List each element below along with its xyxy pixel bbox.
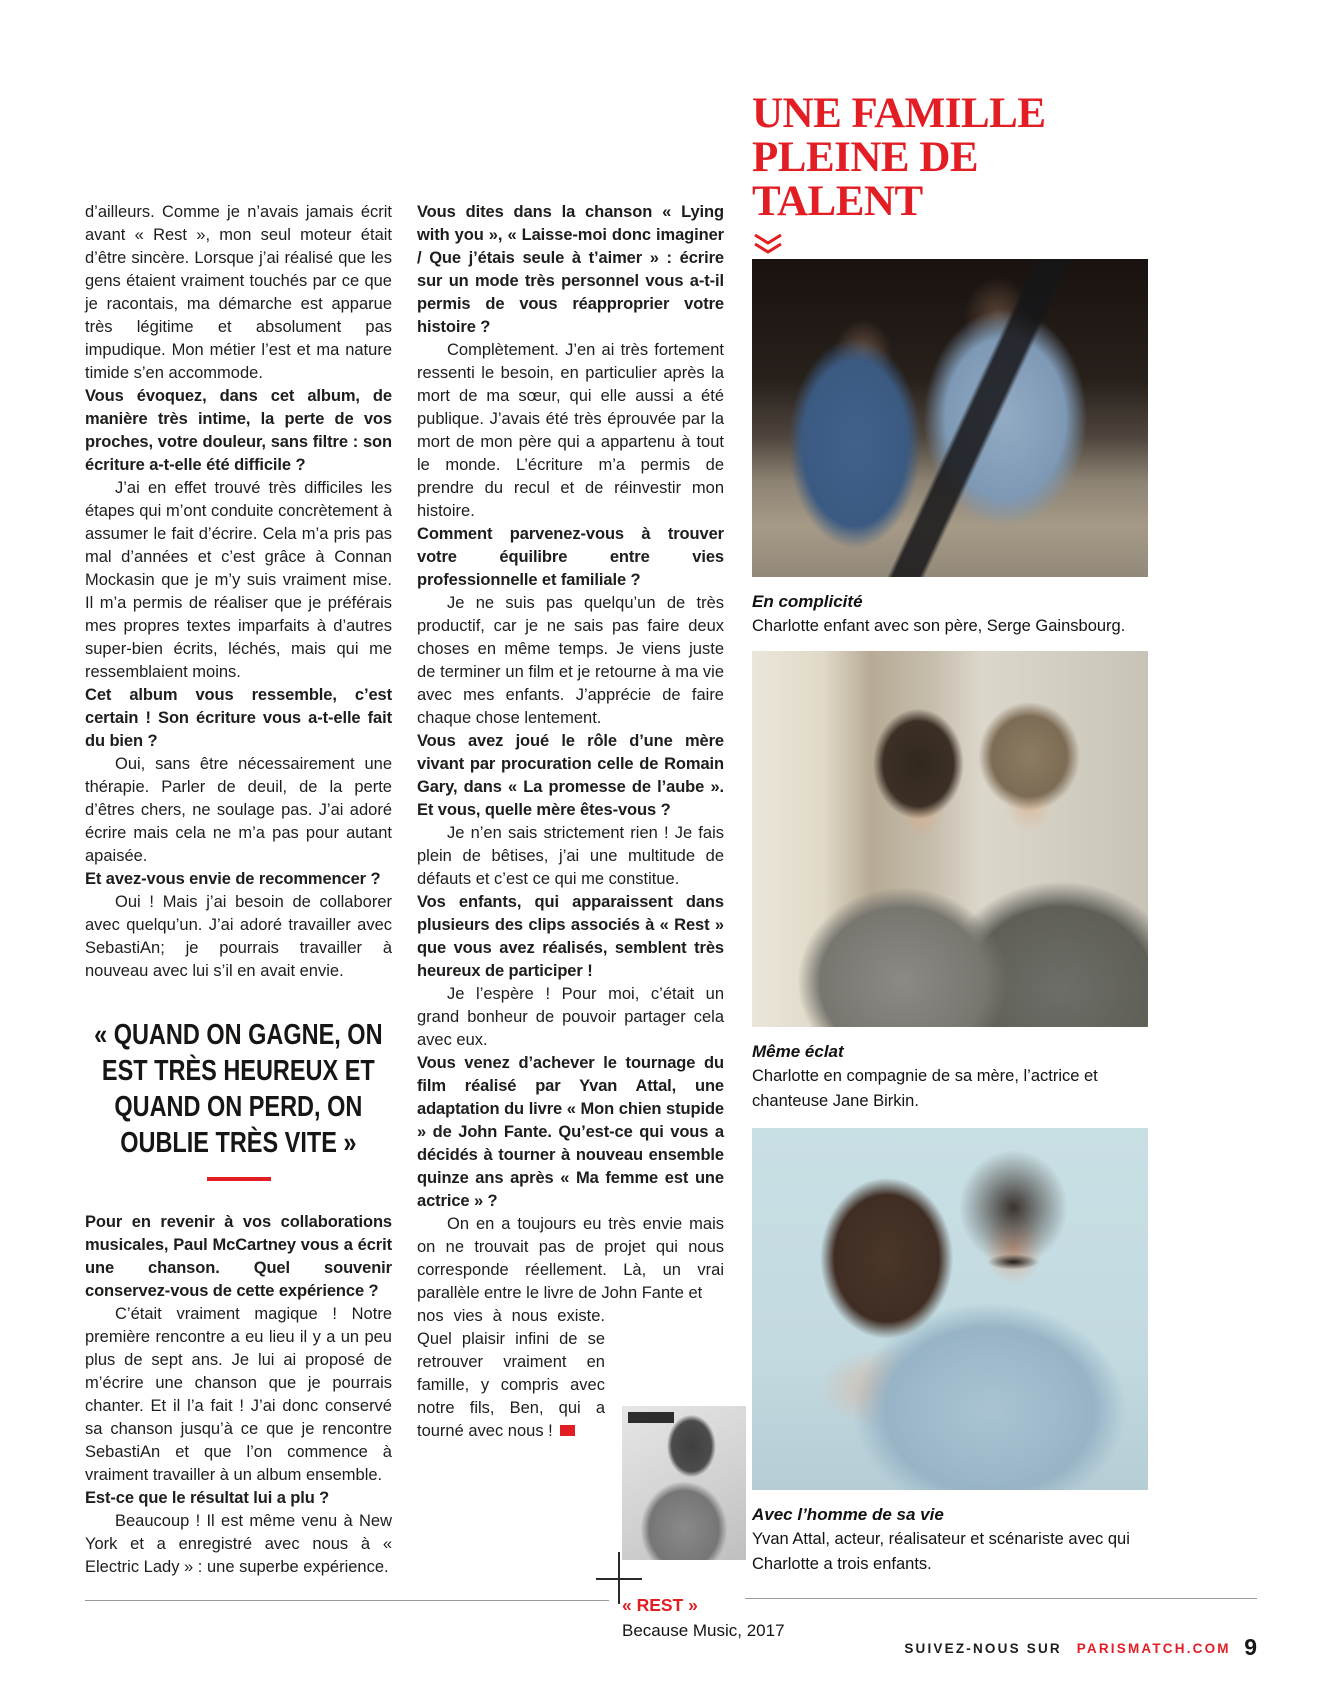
footer-rule-right xyxy=(745,1598,1257,1599)
question-paragraph: Vous venez d’achever le tournage du film réalisé par Yvan Attal, une adaptation du livre « Mon chien stupide » de John Fante. Qu’est-ce qui vous a décidés à tourner à nouveau ensemble quinze ans après « Ma femme est une actrice » ? xyxy=(417,1054,724,1210)
pull-quote-underline xyxy=(207,1177,271,1181)
question-paragraph: Pour en revenir à vos collaborations musicales, Paul McCartney vous a écrit une chanson. Quel souvenir conservez-vous de cette expérience ? xyxy=(85,1213,392,1300)
album-caption xyxy=(622,1592,822,1644)
answer-paragraph: d’ailleurs. Comme je n’avais jamais écrit avant « Rest », mon seul moteur était d’être sincère. Lorsque j’ai réalisé que les gens étaient vraiment touchés par ce que je racontais, ma démarche est apparue très légitime et absolument pas impudique. Mon métier l’est et ma nature timide s’en accommode. xyxy=(85,203,392,382)
album-caption-title: « REST » xyxy=(622,1595,698,1615)
photo-charlotte-and-serge xyxy=(752,259,1148,577)
question-paragraph: Vous évoquez, dans cet album, de manière très intime, la perte de vos proches, votre douleur, sans filtre : son écriture a-t-elle été difficile ? xyxy=(85,387,392,474)
photo-caption-text: Charlotte en compagnie de sa mère, l’actrice et chanteuse Jane Birkin. xyxy=(752,1067,1098,1110)
question-paragraph: Comment parvenez-vous à trouver votre équilibre entre vies professionnelle et familiale ? xyxy=(417,525,724,589)
photo-charlotte-and-jane-birkin xyxy=(752,651,1148,1027)
photo-figure xyxy=(752,259,1148,639)
section-title-line1: UNE FAMILLE xyxy=(752,90,1046,137)
question-paragraph: Vous dites dans la chanson « Lying with you », « Laisse-moi donc imaginer / Que j’étais seule à t’aimer » : écrire sur un mode très personnel vous a-t-il permis de vous réapproprier votre histoire ? xyxy=(417,203,724,336)
photo-caption xyxy=(752,1039,1132,1114)
album-cover-rest xyxy=(622,1406,746,1560)
answer-paragraph: Complètement. J’en ai très fortement ressenti le besoin, en particulier après la mort de ma sœur, qui elle aussi a été publique. J’avais été très éprouvée par la mort de mon père qui a appartenu à tout le monde. L’écriture m’a permis de prendre du recul et de réinvestir mon histoire. xyxy=(417,341,724,520)
answer-paragraph: Oui ! Mais j’ai besoin de collaborer avec quelqu’un. J’ai adoré travailler avec SebastiAn; je pourrais travailler à nouveau avec lui s’il en avait envie. xyxy=(85,893,392,980)
answer-paragraph: J’ai en effet trouvé très difficiles les étapes qui m’ont conduite concrètement à assumer le fait d’écrire. Cela m’a pris pas mal d’années et c’est grâce à Connan Mockasin que je m’y suis vraiment mise. Il m’a permis de réaliser que je préférais mes propres textes imparfaits à d’autres super-bien écrits, léchés, mais qui me ressemblaient moins. xyxy=(85,479,392,681)
page-number: 9 xyxy=(1244,1634,1257,1660)
page-footer xyxy=(904,1634,1257,1661)
answer-paragraph-wrapped xyxy=(417,1305,605,1443)
article-column-1 xyxy=(85,201,392,1579)
question-paragraph: Vous avez joué le rôle d’une mère vivant par procuration celle de Romain Gary, dans « La promesse de l’aube ». Et vous, quelle mère êtes-vous ? xyxy=(417,732,724,819)
photo-caption xyxy=(752,1502,1132,1577)
pull-quote-text: « QUAND ON GAGNE, ON EST TRÈS HEUREUX ET QUAND ON PERD, ON OUBLIE TRÈS VITE » xyxy=(94,1019,383,1159)
answer-paragraph: On en a toujours eu très envie mais on ne trouvait pas de projet qui nous corresponde réellement. Là, un vrai parallèle entre le livre de John Fante et xyxy=(417,1215,724,1302)
section-title xyxy=(752,92,1148,224)
photo-charlotte-and-yvan-attal xyxy=(752,1128,1148,1490)
footer-space xyxy=(1066,1641,1072,1656)
double-chevron-down-icon xyxy=(752,233,1148,255)
question-paragraph: Cet album vous ressemble, c’est certain ! Son écriture vous a-t-elle fait du bien ? xyxy=(85,686,392,750)
answer-paragraph: Je l’espère ! Pour moi, c’était un grand bonheur de pouvoir partager cela avec eux. xyxy=(417,985,724,1049)
photo-caption-title: Avec l’homme de sa vie xyxy=(752,1505,944,1524)
question-paragraph: Est-ce que le résultat lui a plu ? xyxy=(85,1489,330,1507)
photo-caption-title: En complicité xyxy=(752,592,863,611)
answer-paragraph: Oui, sans être nécessairement une thérapie. Parler de deuil, de la perte d’êtres chers, ne soulage pas. J’ai adoré écrire mais cela ne m’a pas pour autant apaisée. xyxy=(85,755,392,865)
pull-quote xyxy=(85,1017,392,1181)
answer-paragraph: C’était vraiment magique ! Notre première rencontre a eu lieu il y a un peu plus de sept ans. Je lui ai proposé de m’écrire une chanson que je pourrais chanter. Et il l’a fait ! J’ai donc conservé sa chanson jusqu’à ce que je rencontre SebastiAn et que l’on commence à vraiment travailler à un album ensemble. xyxy=(85,1305,392,1484)
footer-site-text: PARISMATCH.COM xyxy=(1076,1641,1231,1656)
footer-rule-left xyxy=(85,1600,609,1601)
photo-figure xyxy=(752,1128,1148,1577)
answer-paragraph: Je ne suis pas quelqu’un de très productif, car je ne sais pas faire deux choses en même temps. Je viens juste de terminer un film et je retourne à ma vie avec mes enfants. J’apprécie de faire chaque chose lentement. xyxy=(417,594,724,727)
question-paragraph: Et avez-vous envie de recommencer ? xyxy=(85,870,381,888)
photo-rail xyxy=(752,92,1148,1577)
photo-caption xyxy=(752,589,1132,639)
footer-follow-text: SUIVEZ-NOUS SUR xyxy=(904,1641,1062,1656)
photo-caption-text: Charlotte enfant avec son père, Serge Gainsbourg. xyxy=(752,617,1126,635)
question-paragraph: Vos enfants, qui apparaissent dans plusieurs des clips associés à « Rest » que vous avez réalisés, semblent très heureux de participer ! xyxy=(417,893,724,980)
end-of-article-mark xyxy=(560,1425,575,1436)
article-column-2 xyxy=(417,201,724,1443)
photo-caption-text: Yvan Attal, acteur, réalisateur et scénariste avec qui Charlotte a trois enfants. xyxy=(752,1530,1130,1573)
answer-paragraph: Beaucoup ! Il est même venu à New York et a enregistré avec nous à « Electric Lady » : une superbe expérience. xyxy=(85,1512,392,1576)
album-caption-label: Because Music, 2017 xyxy=(622,1621,785,1640)
section-title-line2: PLEINE DE TALENT xyxy=(752,134,979,225)
album-cover-label xyxy=(628,1412,674,1423)
photo-figure xyxy=(752,651,1148,1114)
answer-text: nos vies à nous existe. Quel plaisir infini de se retrouver vraiment en famille, y compris avec notre fils, Ben, qui a tourné avec nous ! xyxy=(417,1307,605,1440)
photo-caption-title: Même éclat xyxy=(752,1042,844,1061)
answer-paragraph: Je n’en sais strictement rien ! Je fais plein de bêtises, j’ai une multitude de défauts et c’est ce qui me constitue. xyxy=(417,824,724,888)
